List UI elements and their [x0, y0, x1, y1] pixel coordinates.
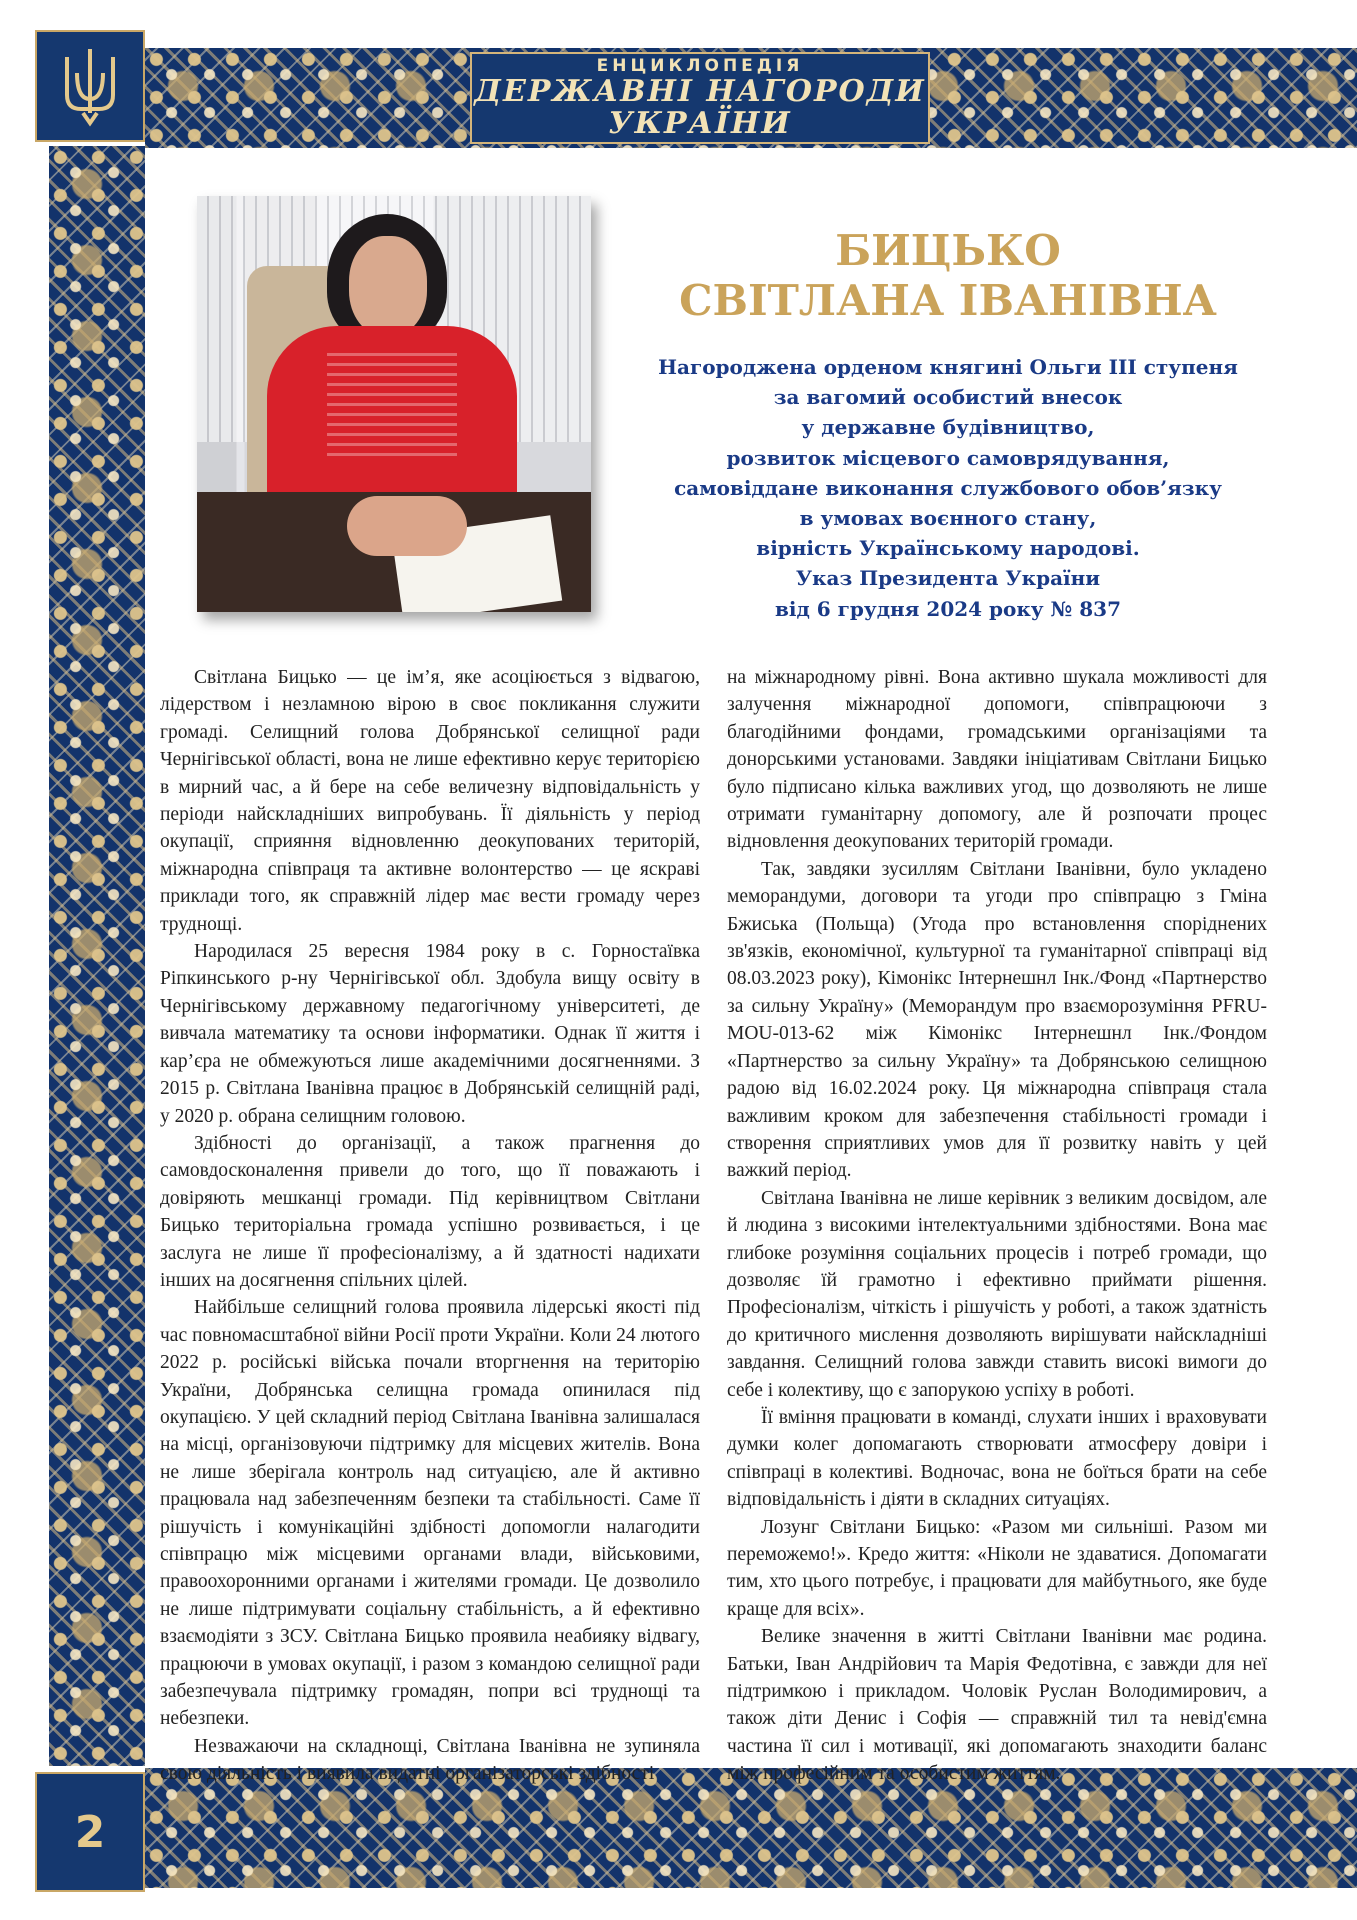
award-line: від 6 грудня 2024 року № 837 [774, 596, 1122, 621]
paragraph: Лозунг Світлани Бицько: «Разом ми сильніші. Разом ми переможемо!». Кредо життя: «Ніколи не здаватися. Допомагати тим, хто цього потребує, і працювати для майбутнього, яке буде краще для всіх». [727, 1516, 1267, 1620]
paragraph: Світлана Бицько — це ім’я, яке асоціюється з відвагою, лідерством і незламною вірою в своє покликання служити громаді. Селищний голова Добрянської селищної ради Чернігівської області, вона не лише ефективно керує територією в мирний час, а й бере на себе величезну відповідальність у періоди найскладніших випробувань. Її діяльність у період окупації, сприяння відновленню деокупованих територій, міжнародна співпраця та активне волонтерство — це яскраві приклади того, як справжній лідер має вести громаду через труднощі. [160, 667, 700, 935]
award-line: Нагороджена орденом княгині Ольги III ступеня [658, 355, 1238, 379]
paragraph: Велике значення в житті Світлани Іванівни має родина. Батьки, Іван Андрійович та Марія Федотівна, є завжди для неї підтримкою і прикладом. Чоловік Руслан Володимирович, а також діти Денис і Софія — справжній тил та невід'ємна частина її сил і мотивації, які допомагають знаходити баланс між професійним та особистим життям. [727, 1626, 1267, 1785]
award-line: Указ Президента України [795, 566, 1101, 591]
page-number: 2 [74, 1806, 106, 1858]
page-number-box [35, 1772, 145, 1892]
article-column-left [160, 664, 700, 1788]
banner-title-line1: ДЕРЖАВНІ НАГОРОДИ [474, 74, 926, 109]
award-citation [640, 352, 1256, 624]
portrait-photo [197, 196, 591, 612]
person-given-names: СВІТЛАНА ІВАНІВНА [679, 276, 1217, 325]
paragraph: Найбільше селищний голова проявила лідерські якості під час повномасштабної війни Росії проти України. Коли 24 лютого 2022 р. російські війська почали вторгнення на територію України, Добрянська селищна громада опинилася під окупацією. У цей складний період Світлана Іванівна залишалася на місці, організовуючи підтримку для місцевих жителів. Вона не лише зберігала контроль над ситуацією, але й активно працювала над забезпеченням безпеки та стабільності. Саме її рішучість і комунікаційні здібності допомогли налагодити співпрацю між місцевими органами влади, військовими, правоохоронними органами і жителями громади. Це дозволило не лише підтримувати соціальну стабільність, а й ефективно взаємодіяти з ЗСУ. Світлана Бицько проявила неабияку відвагу, працюючи в умовах окупації, і разом з командою селищної ради забезпечувала підтримку громадян, попри всі труднощі та небезпеки. [160, 1297, 700, 1730]
award-line: вірність Українському народові. [756, 536, 1140, 561]
banner-title-line2: УКРАЇНИ [608, 106, 792, 141]
coat-of-arms-corner [35, 30, 145, 142]
article-column-right [727, 664, 1267, 1788]
trident-icon [57, 43, 123, 129]
award-line: самовіддане виконання службового обов’язку [674, 475, 1222, 500]
paragraph: Світлана Іванівна не лише керівник з великим досвідом, але й людина з високими інтелектуальними здібностями. Вона має глибоке розуміння соціальних процесів і потреб громади, що дозволяє їй грамотно і ефективно приймати рішення. Професіоналізм, чіткість і рішучість у роботі, а також здатність до критичного мислення дозволяють вирішувати найскладніші завдання. Селищний голова завжди ставить високі вимоги до себе і колективу, що є запорукою успіху в роботі. [727, 1187, 1267, 1401]
paragraph: Її вміння працювати в команді, слухати інших і враховувати думки колег допомагають створювати атмосферу довіри і співпраці в колективі. Водночас, вона не боїться брати на себе відповідальність і діяти в складних ситуаціях. [727, 1406, 1267, 1511]
paragraph: Так, завдяки зусиллям Світлани Іванівни, було укладено меморандуми, договори та угоди про співпрацю з Гміна Бжиська (Польща) (Угода про встановлення споріднених зв'язків, економічної, культурної та гуманітарної співпраці від 08.03.2023 року), Кімонікс Інтернешнл Інк./Фонд «Партнерство за сильну Україну» (Меморандум про взаєморозуміння PFRU-MOU-013-62 між Кімонікс Інтернешнл Інк./Фондом «Партнерство за сильну Україну» та Добрянською селищною радою від 16.02.2024 року. Ця міжнародна співпраця стала важливим кроком для забезпечення стабільності громади і створення сприятливих умов для її розвитку навіть у цей важкий період. [727, 858, 1267, 1182]
banner-subtitle: ЕНЦИКЛОПЕДІЯ [596, 56, 804, 76]
encyclopedia-banner [470, 52, 930, 144]
award-line: розвиток місцевого самоврядування, [726, 445, 1170, 470]
paragraph: Народилася 25 вересня 1984 року в с. Горностаївка Ріпкинського р-ну Чернігівської обл. Здобула вищу освіту в Чернігівському державному педагогічному університеті, де вивчала математику та основи інформатики. Однак її життя і кар’єра не обмежуються лише академічними досягненнями. З 2015 р. Світлана Іванівна працює в Добрянській селищній раді, у 2020 р. обрана селищним головою. [160, 941, 700, 1127]
paragraph: на міжнародному рівні. Вона активно шукала можливості для залучення міжнародної допомоги, співпрацюючи з благодійними фондами, громадськими організаціями та донорськими установами. Завдяки ініціативам Світлани Бицько було підписано кілька важливих угод, що дозволяють не лише отримати гуманітарну допомогу, але й розпочати процес відновлення деокупованих територій громади. [727, 667, 1267, 853]
award-line: у державне будівництво, [801, 415, 1095, 440]
award-line: в умовах воєнного стану, [799, 506, 1097, 531]
award-line: за вагомий особистий внесок [773, 385, 1123, 410]
ornament-left [49, 146, 145, 1766]
paragraph: Незважаючи на складнощі, Світлана Іванівна не зупиняла свою діяльність і виявила видатні організаторські здібності [160, 1735, 700, 1785]
paragraph: Здібності до організації, а також прагнення до самовдосконалення привели до того, що її поважають і довіряють мешканці громади. Під керівництвом Світлани Бицько територіальна громада успішно розвивається, і це заслуга не лише її професіоналізму, а й здатності надихати інших на досягнення спільних цілей. [160, 1132, 700, 1291]
person-surname: БИЦЬКО [835, 226, 1061, 275]
